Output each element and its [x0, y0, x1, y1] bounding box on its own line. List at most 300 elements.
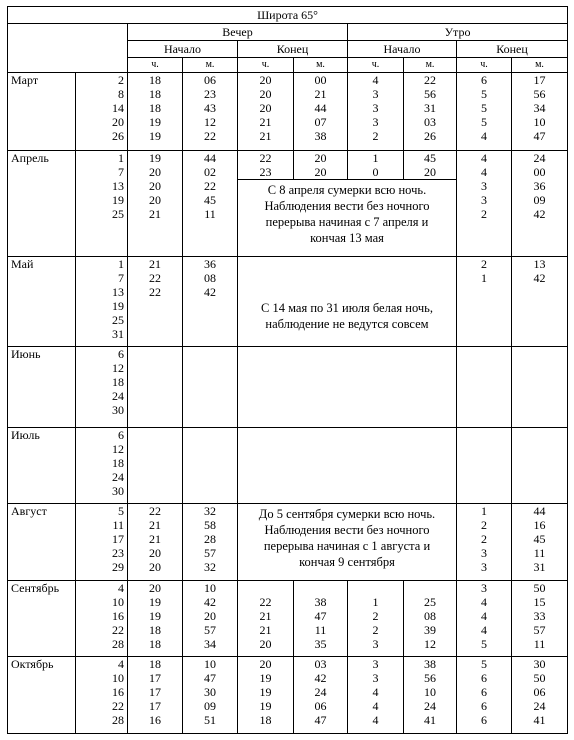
empty-cell — [183, 347, 238, 428]
cell-value: 22 — [149, 285, 161, 300]
unit-hours: ч. — [128, 58, 183, 73]
evening-start-hours — [128, 657, 183, 734]
cell-value: 28 — [112, 713, 124, 728]
cell-value: 12 — [424, 637, 436, 652]
morning-start-minutes — [404, 73, 457, 151]
cell-value: 4 — [372, 73, 379, 87]
cell-value: 35 — [314, 637, 327, 652]
morning-start-hours — [348, 151, 404, 180]
cell-value: 10 — [204, 581, 216, 596]
morning-end-hours — [457, 73, 512, 151]
cell-value: 24 — [533, 151, 546, 165]
empty-cell — [128, 347, 183, 428]
cell-value: 26 — [112, 129, 124, 144]
cell-value: 3 — [372, 87, 379, 102]
cell-value: 18 — [149, 623, 161, 638]
morning-end-hours — [457, 581, 512, 657]
cell-value: 26 — [424, 129, 436, 144]
morning-end-minutes — [512, 581, 568, 657]
cell-value: 22 — [112, 623, 124, 638]
header-corner — [8, 24, 128, 73]
cell-value: 45 — [533, 532, 546, 547]
morning-end-minutes — [512, 73, 568, 151]
cell-value: 50 — [533, 671, 546, 686]
cell-value: 44 — [533, 504, 546, 519]
cell-value: 10 — [533, 115, 546, 130]
days-list — [76, 73, 128, 151]
cell-value: 23 — [112, 546, 124, 561]
cell-value: 12 — [112, 361, 124, 376]
empty-cell — [512, 347, 568, 428]
cell-value: 1 — [372, 151, 379, 165]
cell-value: 20 — [259, 101, 272, 116]
cell-value: 44 — [314, 101, 327, 116]
cell-value: перерыва начиная с 1 августа и — [263, 539, 431, 554]
empty-cell — [512, 428, 568, 504]
days-list — [76, 581, 128, 657]
unit-hours: ч. — [457, 58, 512, 73]
cell-value: 03 — [314, 657, 327, 672]
evening-start-minutes — [183, 504, 238, 581]
cell-value: 24 — [314, 685, 327, 700]
cell-value: 18 — [112, 456, 124, 471]
cell-value: 10 — [112, 595, 124, 610]
cell-value: 6 — [118, 347, 124, 362]
morning-start-header: Начало — [348, 41, 457, 58]
cell-value: 36 — [533, 179, 546, 194]
cell-value: 19 — [149, 609, 161, 624]
cell-value: 20 — [149, 179, 161, 194]
grid-line — [238, 427, 456, 428]
morning-end-header: Конец — [457, 41, 568, 58]
cell-value: 56 — [424, 671, 436, 686]
cell-value: 42 — [533, 207, 546, 222]
cell-value: 50 — [533, 581, 546, 596]
morning-end-hours — [457, 504, 512, 581]
cell-value: 30 — [533, 657, 546, 672]
evening-start-hours — [128, 581, 183, 657]
cell-value: 3 — [481, 546, 487, 561]
empty-cell — [457, 428, 512, 504]
cell-value: 1 — [118, 151, 124, 165]
morning-end-hours — [457, 151, 512, 257]
cell-value: 42 — [314, 671, 327, 686]
cell-value: 12 — [112, 442, 124, 457]
cell-value: 21 — [314, 87, 327, 102]
cell-value: 17 — [112, 532, 124, 547]
cell-value: Наблюдения вести без ночного — [264, 523, 430, 538]
cell-value: 5 — [481, 115, 487, 130]
cell-value: 11 — [112, 518, 124, 533]
cell-value: 41 — [533, 713, 546, 728]
cell-value: 47 — [533, 129, 546, 144]
morning-end-minutes — [512, 151, 568, 257]
evening-end-hours — [238, 581, 294, 657]
morning-end-minutes — [512, 504, 568, 581]
cell-value: 21 — [259, 609, 272, 624]
unit-minutes: м. — [294, 58, 348, 73]
cell-value: 3 — [481, 560, 487, 575]
morning-start-hours — [348, 657, 404, 734]
cell-value: 20 — [149, 165, 161, 180]
cell-value: 22 — [149, 504, 161, 519]
cell-value: 10 — [424, 685, 436, 700]
unit-minutes: м. — [512, 58, 568, 73]
morning-start-minutes — [404, 151, 457, 180]
morning-header: Утро — [348, 24, 568, 41]
cell-value: 6 — [481, 713, 487, 728]
cell-value: 20 — [149, 546, 161, 561]
evening-start-minutes — [183, 73, 238, 151]
month-name: Апрель — [8, 151, 76, 257]
cell-value: 08 — [424, 609, 436, 624]
cell-value: 4 — [372, 685, 379, 700]
days-list — [76, 347, 128, 428]
cell-value: 22 — [259, 151, 272, 165]
days-list — [76, 428, 128, 504]
cell-value: 3 — [481, 179, 487, 194]
cell-value: 21 — [259, 623, 272, 638]
cell-value: 22 — [204, 179, 216, 194]
evening-end-hours — [238, 657, 294, 734]
cell-value: 5 — [118, 504, 124, 519]
evening-start-hours — [128, 504, 183, 581]
cell-value: 2 — [481, 207, 487, 222]
cell-value: 38 — [314, 129, 327, 144]
cell-value: 12 — [204, 115, 216, 130]
evening-start-hours — [128, 257, 183, 347]
cell-value: 18 — [149, 657, 161, 672]
cell-value: 57 — [204, 546, 216, 561]
cell-value: 4 — [372, 699, 379, 714]
cell-value: 33 — [533, 609, 546, 624]
cell-value: 19 — [259, 671, 272, 686]
cell-value: 4 — [481, 623, 487, 638]
cell-value: 5 — [481, 637, 487, 652]
cell-value: 3 — [372, 115, 379, 130]
cell-value: 24 — [112, 389, 124, 404]
cell-value: 47 — [314, 713, 327, 728]
days-list — [76, 151, 128, 257]
cell-value: 15 — [533, 595, 546, 610]
cell-value: 07 — [314, 115, 327, 130]
cell-value: 21 — [149, 257, 161, 272]
cell-value: 21 — [149, 207, 161, 222]
cell-value: 4 — [118, 657, 124, 672]
cell-value: 00 — [533, 165, 546, 180]
cell-value: 30 — [204, 685, 216, 700]
evening-start-hours — [128, 151, 183, 257]
cell-value: 14 — [112, 101, 124, 116]
grid-line — [238, 346, 456, 347]
cell-value — [407, 581, 453, 595]
cell-value: 2 — [372, 623, 379, 638]
unit-minutes: м. — [404, 58, 457, 73]
cell-value: 5 — [481, 87, 487, 102]
evening-end-minutes — [294, 151, 348, 180]
cell-value: 2 — [372, 129, 379, 144]
cell-value: 0 — [372, 165, 379, 180]
month-name: Сентябрь — [8, 581, 76, 657]
cell-value: 19 — [149, 115, 161, 130]
morning-end-minutes — [512, 657, 568, 734]
cell-value: 19 — [112, 193, 124, 208]
cell-value: 10 — [204, 657, 216, 672]
cell-value: 02 — [204, 165, 216, 180]
month-name: Июль — [8, 428, 76, 504]
cell-value: 16 — [149, 713, 161, 728]
latitude-title: Широта 65° — [8, 7, 568, 24]
empty-cell — [128, 428, 183, 504]
cell-value: 47 — [204, 671, 216, 686]
cell-value: 20 — [149, 560, 161, 575]
cell-value: 4 — [481, 129, 487, 144]
cell-value: 2 — [481, 532, 487, 547]
cell-value: 3 — [481, 581, 487, 596]
cell-value: 20 — [259, 87, 272, 102]
unit-hours: ч. — [348, 58, 404, 73]
cell-value: 22 — [112, 699, 124, 714]
cell-value: 34 — [204, 637, 216, 652]
cell-value: 24 — [533, 699, 546, 714]
cell-value: Наблюдения вести без ночного — [264, 199, 430, 214]
cell-value: 25 — [424, 595, 436, 610]
cell-value: 4 — [372, 713, 379, 728]
cell-value: 20 — [424, 165, 436, 180]
cell-value: 13 — [112, 285, 124, 300]
unit-minutes: м. — [183, 58, 238, 73]
cell-value: 20 — [204, 609, 216, 624]
cell-value: 2 — [481, 257, 487, 272]
cell-value: 47 — [314, 609, 327, 624]
cell-value: 19 — [112, 299, 124, 314]
cell-value: С 8 апреля сумерки всю ночь. — [267, 183, 427, 198]
morning-start-hours — [348, 581, 404, 657]
cell-value: 1 — [118, 257, 124, 272]
evening-start-minutes — [183, 657, 238, 734]
cell-value: 18 — [149, 637, 161, 652]
cell-value: 2 — [481, 518, 487, 533]
cell-value: 41 — [424, 713, 436, 728]
cell-value: 22 — [204, 129, 216, 144]
cell-value: 32 — [204, 560, 216, 575]
cell-value: 34 — [533, 101, 546, 116]
april-note — [238, 180, 457, 257]
cell-value: 4 — [481, 595, 487, 610]
cell-value: 7 — [118, 271, 124, 286]
cell-value: 25 — [112, 207, 124, 222]
month-name: Август — [8, 504, 76, 581]
cell-value: 20 — [259, 637, 272, 652]
cell-value — [297, 581, 344, 595]
cell-value: 18 — [112, 375, 124, 390]
cell-value: 20 — [259, 657, 272, 672]
cell-value: 28 — [204, 532, 216, 547]
cell-value: 36 — [204, 257, 216, 272]
cell-value: 31 — [112, 327, 124, 342]
cell-value — [351, 581, 400, 595]
cell-value: 5 — [481, 657, 487, 672]
cell-value: 38 — [314, 595, 327, 610]
cell-value: 17 — [149, 685, 161, 700]
twilight-table — [7, 6, 568, 734]
cell-value: 20 — [149, 193, 161, 208]
month-name: Июнь — [8, 347, 76, 428]
cell-value: 20 — [314, 165, 327, 180]
cell-value: 21 — [149, 518, 161, 533]
evening-header: Вечер — [128, 24, 348, 41]
cell-value: кончая 9 сентября — [299, 555, 395, 570]
cell-value: 06 — [314, 699, 327, 714]
cell-value: 19 — [149, 151, 161, 165]
cell-value: 3 — [481, 193, 487, 208]
cell-value: 13 — [112, 179, 124, 194]
morning-end-hours — [457, 257, 512, 347]
evening-end-minutes — [294, 657, 348, 734]
cell-value: 1 — [481, 271, 487, 286]
cell-value: 6 — [118, 428, 124, 443]
cell-value: 6 — [481, 671, 487, 686]
cell-value: 11 — [204, 207, 216, 222]
unit-hours: ч. — [238, 58, 294, 73]
cell-value: 21 — [259, 115, 272, 130]
cell-value: 2 — [118, 73, 124, 87]
cell-value: 3 — [372, 637, 379, 652]
cell-value: 24 — [112, 470, 124, 485]
month-name: Март — [8, 73, 76, 151]
cell-value: 1 — [481, 504, 487, 519]
cell-value: 8 — [118, 87, 124, 102]
cell-value: 4 — [481, 609, 487, 624]
morning-start-minutes — [404, 657, 457, 734]
cell-value: 6 — [481, 73, 487, 87]
cell-value: 17 — [149, 699, 161, 714]
cell-value: 18 — [149, 73, 161, 87]
cell-value: 45 — [204, 193, 216, 208]
white-night-region — [238, 257, 457, 504]
cell-value: 19 — [149, 129, 161, 144]
cell-value: 18 — [149, 101, 161, 116]
cell-value: 28 — [112, 637, 124, 652]
days-list — [76, 257, 128, 347]
cell-value: 22 — [149, 271, 161, 286]
month-name: Октябрь — [8, 657, 76, 734]
cell-value: 08 — [204, 271, 216, 286]
cell-value: 06 — [204, 73, 216, 87]
evening-end-hours — [238, 73, 294, 151]
evening-start-hours — [128, 73, 183, 151]
empty-cell — [457, 347, 512, 428]
empty-cell — [183, 428, 238, 504]
cell-value: 44 — [204, 151, 216, 165]
days-list — [76, 504, 128, 581]
cell-value: 18 — [259, 713, 272, 728]
cell-value: 4 — [481, 151, 487, 165]
cell-value: 17 — [149, 671, 161, 686]
cell-value: 11 — [533, 546, 546, 561]
cell-value: 19 — [149, 595, 161, 610]
cell-value: 42 — [533, 271, 546, 286]
cell-value: 17 — [533, 73, 546, 87]
cell-value: 21 — [259, 129, 272, 144]
cell-value: 2 — [372, 609, 379, 624]
cell-value: 23 — [259, 165, 272, 180]
cell-value: 7 — [118, 165, 124, 180]
august-note — [238, 504, 457, 581]
cell-value: 45 — [424, 151, 436, 165]
cell-value: 42 — [204, 595, 216, 610]
cell-value: 3 — [372, 657, 379, 672]
evening-start-minutes — [183, 581, 238, 657]
cell-value: 24 — [424, 699, 436, 714]
cell-value: 43 — [204, 101, 216, 116]
cell-value: 57 — [204, 623, 216, 638]
cell-value: 18 — [149, 87, 161, 102]
evening-end-header: Конец — [238, 41, 348, 58]
cell-value: 3 — [372, 101, 379, 116]
cell-value: 09 — [533, 193, 546, 208]
cell-value: С 14 мая по 31 июля белая ночь, — [261, 301, 433, 316]
evening-start-header: Начало — [128, 41, 238, 58]
cell-value: 22 — [259, 595, 272, 610]
cell-value: 42 — [204, 285, 216, 300]
cell-value: 39 — [424, 623, 436, 638]
cell-value: 11 — [533, 637, 546, 652]
cell-value: 21 — [149, 532, 161, 547]
cell-value: 16 — [533, 518, 546, 533]
morning-end-minutes — [512, 257, 568, 347]
cell-value: 3 — [372, 671, 379, 686]
evening-end-minutes — [294, 73, 348, 151]
cell-value: 20 — [314, 151, 327, 165]
cell-value: 23 — [204, 87, 216, 102]
cell-value: 56 — [533, 87, 546, 102]
cell-value: 20 — [149, 581, 161, 596]
cell-value: 31 — [533, 560, 546, 575]
cell-value: 22 — [424, 73, 436, 87]
evening-start-minutes — [183, 151, 238, 257]
cell-value: 57 — [533, 623, 546, 638]
cell-value: 00 — [314, 73, 327, 87]
evening-end-hours — [238, 151, 294, 180]
morning-end-hours — [457, 657, 512, 734]
cell-value: 6 — [481, 685, 487, 700]
cell-value: 11 — [314, 623, 327, 638]
cell-value: 19 — [259, 685, 272, 700]
white-night-note — [238, 298, 456, 334]
days-list — [76, 657, 128, 734]
cell-value: наблюдение не ведутся совсем — [265, 317, 429, 332]
cell-value — [241, 581, 290, 595]
cell-value: 6 — [481, 699, 487, 714]
cell-value: 56 — [424, 87, 436, 102]
cell-value: 20 — [112, 115, 124, 130]
cell-value: До 5 сентября сумерки всю ночь. — [258, 507, 436, 522]
cell-value: 09 — [204, 699, 216, 714]
cell-value: 10 — [112, 671, 124, 686]
cell-value: 03 — [424, 115, 436, 130]
cell-value: 25 — [112, 313, 124, 328]
cell-value: 30 — [112, 403, 124, 418]
morning-start-hours — [348, 73, 404, 151]
cell-value: 13 — [533, 257, 546, 272]
cell-value: 20 — [259, 73, 272, 87]
cell-value: 51 — [204, 713, 216, 728]
cell-value: 31 — [424, 101, 436, 116]
cell-value: 32 — [204, 504, 216, 519]
month-name: Май — [8, 257, 76, 347]
morning-start-minutes — [404, 581, 457, 657]
